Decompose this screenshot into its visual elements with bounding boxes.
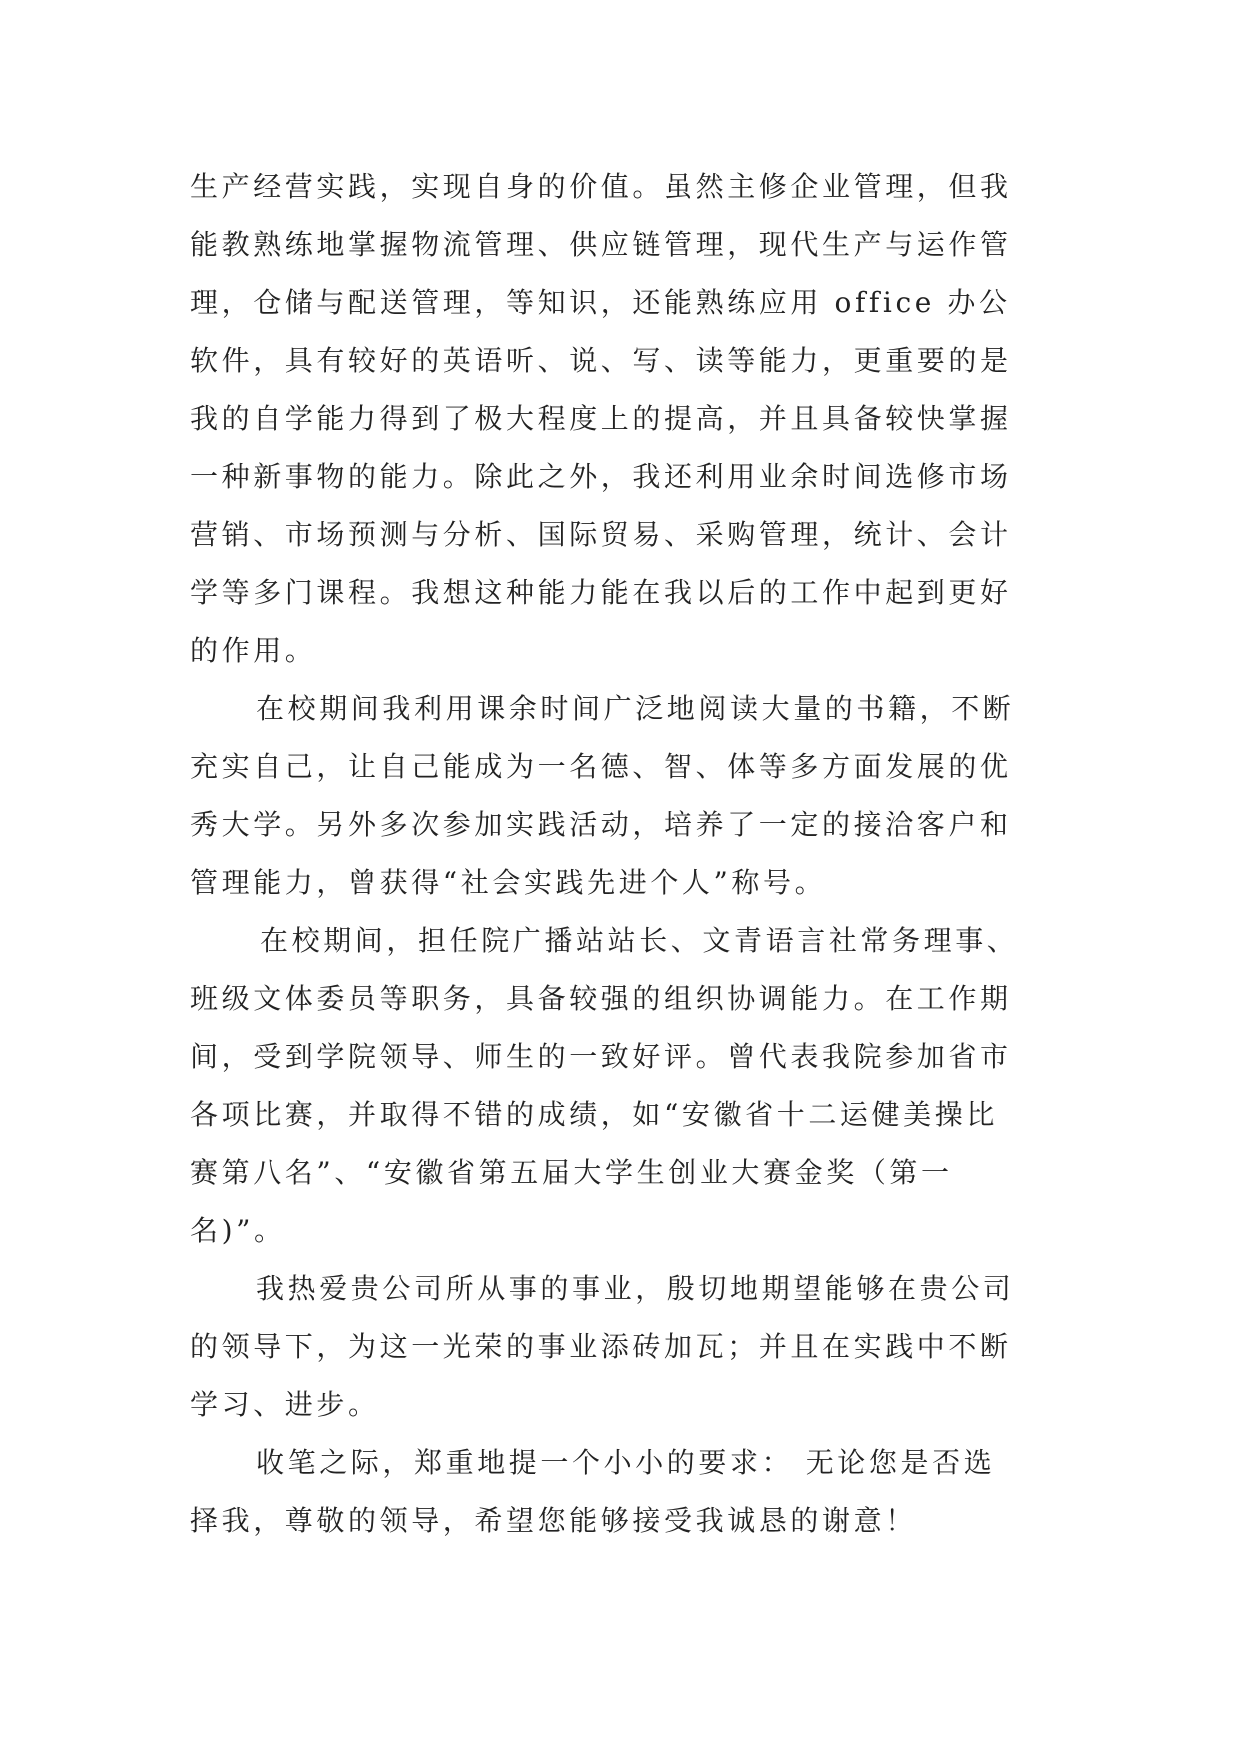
text-line: 班级文体委员等职务，具备较强的组织协调能力。在工作期 (190, 982, 1012, 1015)
text-line: 择我，尊敬的领导，希望您能够接受我诚恳的谢意！ (190, 1504, 917, 1537)
text-line: 我的自学能力得到了极大程度上的提高，并且具备较快掌握 (190, 402, 1012, 435)
paragraph-reading (190, 680, 1050, 912)
text-line: 收笔之际，郑重地提一个小小的要求： 无论您是否选 (256, 1446, 996, 1479)
text-line: 在校期间，担任院广播站站长、文青语言社常务理事、 (260, 924, 1019, 957)
text-line: 我热爱贵公司所从事的事业，殷切地期望能够在贵公司 (256, 1272, 1015, 1305)
paragraph-positions (190, 912, 1050, 1260)
paragraph-closing (190, 1434, 1050, 1550)
text-line: 一种新事物的能力。除此之外，我还利用业余时间选修市场 (190, 460, 1012, 493)
text-line: 学习、进步。 (190, 1388, 380, 1421)
text-line: 能教熟练地掌握物流管理、供应链管理，现代生产与运作管 (190, 228, 1012, 261)
paragraph-skills (190, 158, 1050, 680)
text-line: 软件，具有较好的英语听、说、写、读等能力，更重要的是 (190, 344, 1012, 377)
paragraph-aspiration (190, 1260, 1050, 1434)
text-line: 秀大学。另外多次参加实践活动，培养了一定的接洽客户和 (190, 808, 1012, 841)
text-line: 管理能力，曾获得“社会实践先进个人”称号。 (190, 866, 827, 899)
text-line: 的作用。 (190, 634, 317, 667)
text-line: 赛第八名”、“安徽省第五届大学生创业大赛金奖（第一 (190, 1156, 953, 1189)
document-body (190, 158, 1050, 1550)
text-line: 理，仓储与配送管理，等知识，还能熟练应用 office 办公 (190, 286, 1011, 319)
text-line: 的领导下，为这一光荣的事业添砖加瓦；并且在实践中不断 (190, 1330, 1012, 1363)
text-line: 间，受到学院领导、师生的一致好评。曾代表我院参加省市 (190, 1040, 1012, 1073)
text-line: 充实自己，让自己能成为一名德、智、体等多方面发展的优 (190, 750, 1012, 783)
text-line: 营销、市场预测与分析、国际贸易、采购管理，统计、会计 (190, 518, 1012, 551)
text-line: 学等多门课程。我想这种能力能在我以后的工作中起到更好 (190, 576, 1012, 609)
text-line: 生产经营实践，实现自身的价值。虽然主修企业管理，但我 (190, 170, 1012, 203)
text-line: 各项比赛，并取得不错的成绩，如“安徽省十二运健美操比 (190, 1098, 998, 1131)
text-line: 名)”。 (190, 1214, 286, 1247)
text-line: 在校期间我利用课余时间广泛地阅读大量的书籍，不断 (256, 692, 1015, 725)
